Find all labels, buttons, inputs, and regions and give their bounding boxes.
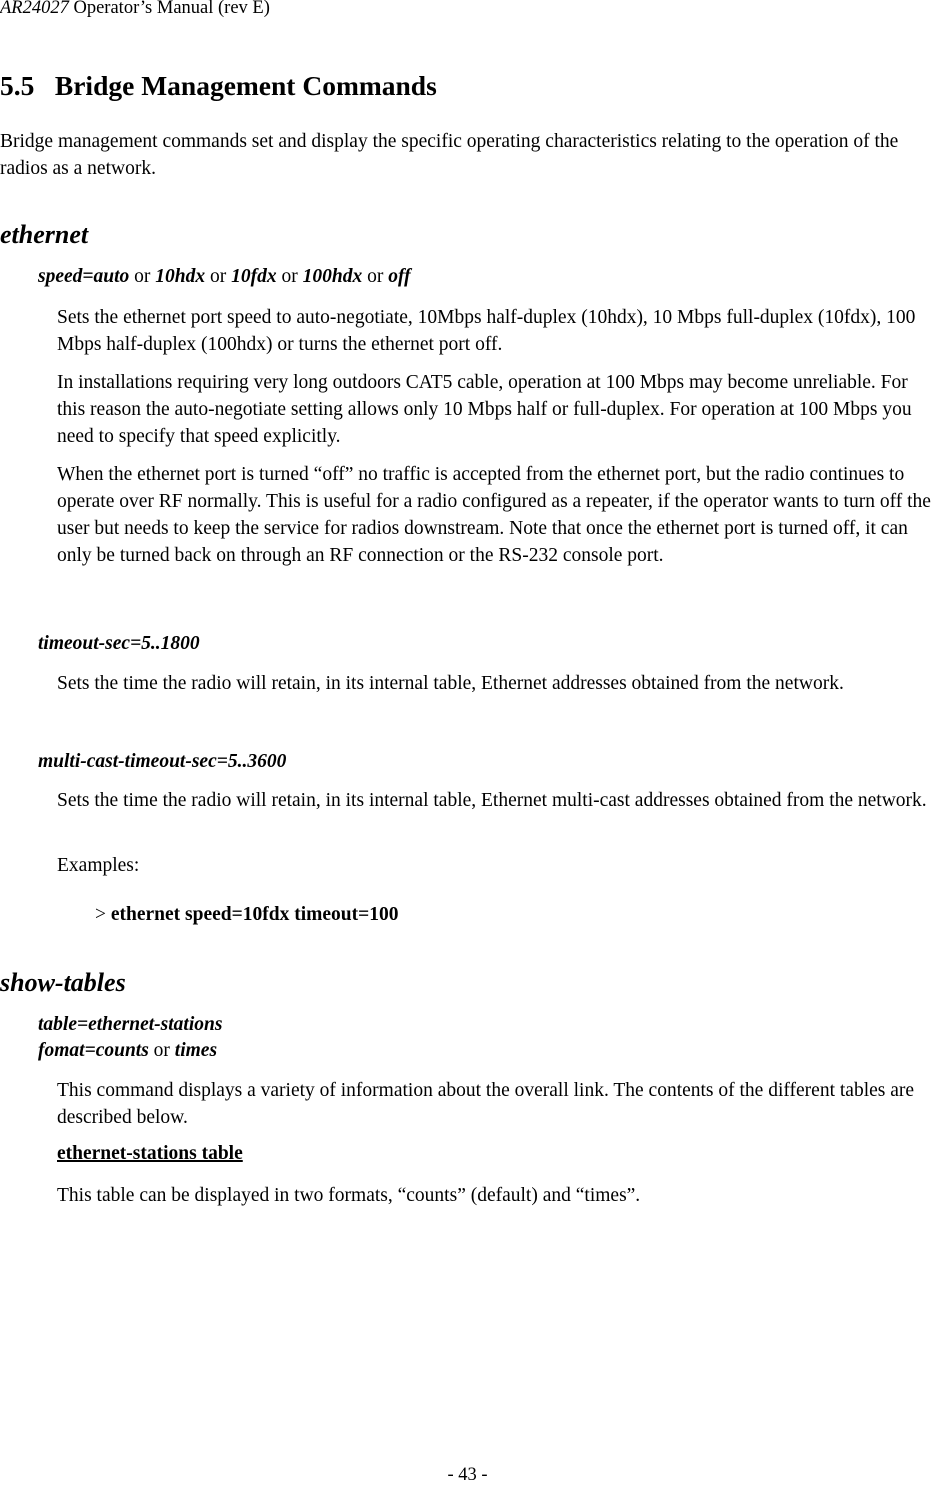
or-separator: or — [281, 266, 298, 287]
command-ethernet: ethernet — [0, 220, 89, 249]
speed-off-note: When the ethernet port is turned “off” no traffic is accepted from the ethernet port, but the radio continues to operate over RF normally. This is useful for a radio configured as a repeater, if the operator wants to turn off the user but needs to keep the service for radios downstream. Note that once the ethernet port is turned off, it can only be turned back on through an RF connection or the RS-232 console port. — [57, 464, 931, 566]
or-separator: or — [210, 266, 227, 287]
speed-option-10hdx: 10hdx — [155, 266, 206, 287]
manual-title: Operator’s Manual (rev E) — [68, 0, 270, 18]
section-number: 5.5 — [0, 70, 35, 101]
speed-option-auto: speed=auto — [38, 266, 130, 287]
section-intro: Bridge management commands set and display the specific operating characteristics relating to the operation of the radios as a network. — [0, 131, 899, 179]
examples-label: Examples: — [57, 855, 140, 876]
param-timeout: timeout-sec=5..1800 — [38, 633, 200, 654]
format-counts: fomat=counts — [38, 1040, 149, 1061]
speed-option-off: off — [388, 266, 411, 287]
manual-model: AR24027 — [0, 0, 69, 18]
command-show-tables: show-tables — [0, 968, 126, 997]
param-format — [38, 1040, 217, 1062]
running-header — [0, 0, 270, 19]
param-multicast-timeout: multi-cast-timeout-sec=5..3600 — [38, 751, 287, 772]
show-tables-description: This command displays a variety of information about the overall link. The contents of the different tables are described below. — [57, 1080, 915, 1128]
prompt-symbol: > — [95, 904, 111, 925]
ethernet-stations-subheading: ethernet-stations table — [57, 1143, 243, 1164]
multicast-description: Sets the time the radio will retain, in its internal table, Ethernet multi-cast addresses obtained from the network. — [57, 790, 927, 811]
param-speed — [38, 266, 411, 288]
example-command: ethernet speed=10fdx timeout=100 — [110, 904, 399, 925]
speed-description: Sets the ethernet port speed to auto-negotiate, 10Mbps half-duplex (10hdx), 10 Mbps full-duplex (10fdx), 100 Mbps half-duplex (100hdx) or turns the ethernet port off. — [57, 307, 916, 355]
speed-option-10fdx: 10fdx — [231, 266, 277, 287]
page-number: - 43 - — [447, 1465, 488, 1485]
ethernet-stations-description: This table can be displayed in two formats, “counts” (default) and “times”. — [57, 1185, 641, 1206]
example-line — [95, 904, 398, 926]
or-separator: or — [134, 266, 151, 287]
speed-cat5-note: In installations requiring very long outdoors CAT5 cable, operation at 100 Mbps may become unreliable. For this reason the auto-negotiate setting allows only 10 Mbps half or full-duplex. For operation at 100 Mbps you need to specify that speed explicitly. — [57, 372, 912, 447]
section-title — [0, 70, 437, 102]
or-separator: or — [153, 1040, 170, 1061]
or-separator: or — [367, 266, 384, 287]
timeout-description: Sets the time the radio will retain, in its internal table, Ethernet addresses obtained from the network. — [57, 673, 844, 694]
speed-option-100hdx: 100hdx — [302, 266, 363, 287]
param-table: table=ethernet-stations — [38, 1014, 223, 1035]
section-heading: Bridge Management Commands — [54, 70, 437, 101]
format-times: times — [174, 1040, 218, 1061]
